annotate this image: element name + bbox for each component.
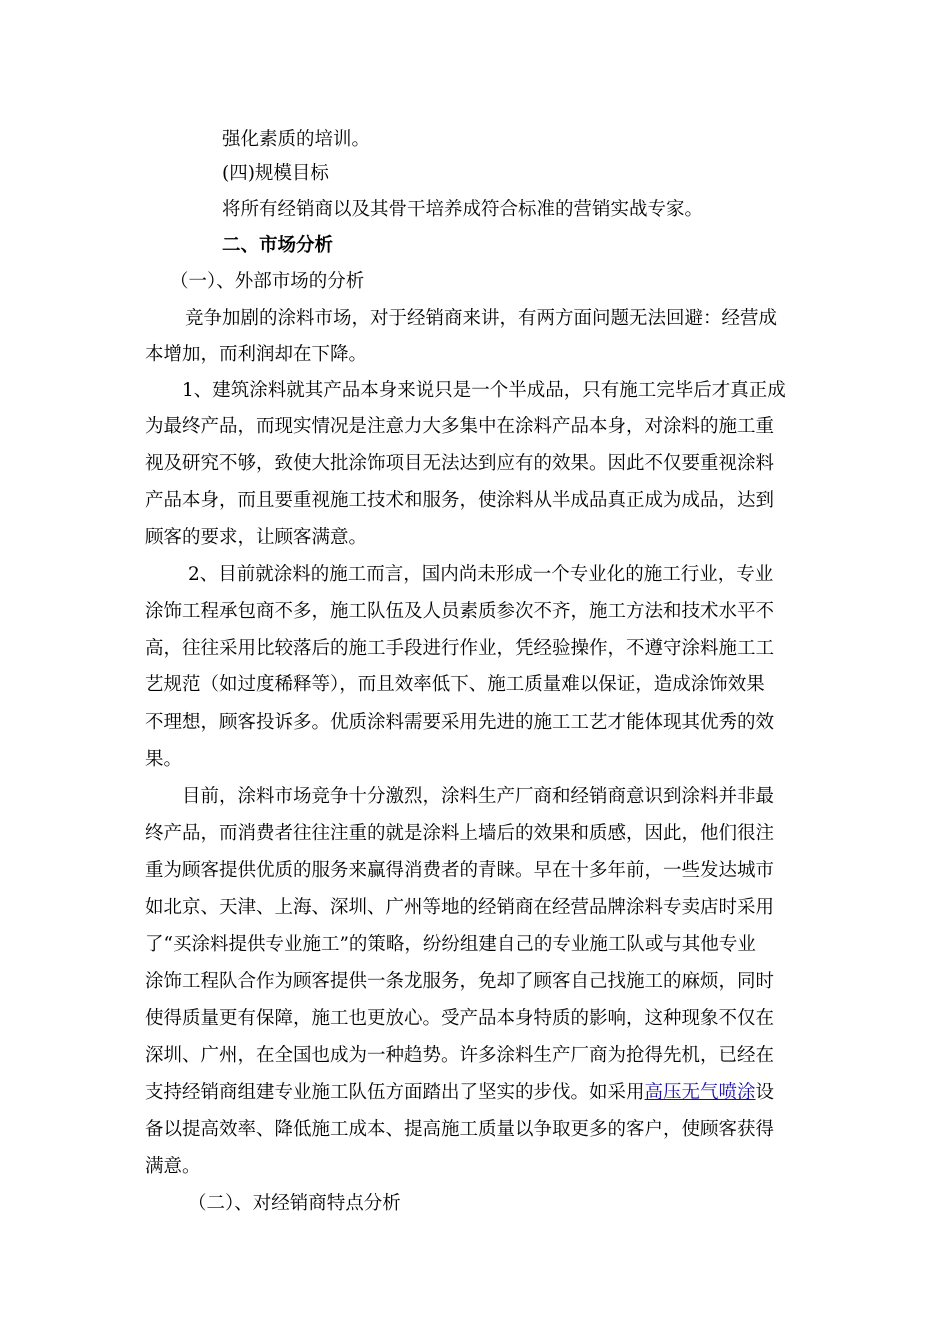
paragraph-line: 重为顾客提供优质的服务来赢得消费者的青睐。早在十多年前，一些发达城市: [145, 860, 775, 881]
paragraph-line: 视及研究不够，致使大批涂饰项目无法达到应有的效果。因此不仅要重视涂料: [145, 453, 775, 474]
paragraph-line: 果。: [145, 749, 183, 770]
paragraph-line: 顾客的要求，让顾客满意。: [145, 527, 368, 548]
text-after-link: 设: [755, 1082, 775, 1103]
text-line: 强化素质的培训。: [222, 129, 371, 150]
section-heading-scale-goal: (四)规模目标: [222, 163, 329, 184]
paragraph-line: 终产品，而消费者往往注重的就是涂料上墙后的效果和质感，因此，他们很注: [145, 823, 775, 844]
text-before-link: 支持经销商组建专业施工队伍方面踏出了坚实的步伐。如采用: [145, 1082, 645, 1103]
paragraph-line: 如北京、天津、上海、深圳、广州等地的经销商在经营品牌涂料专卖店时采用: [145, 897, 775, 918]
paragraph-line: 为最终产品，而现实情况是注意力大多集中在涂料产品本身，对涂料的施工重: [145, 416, 775, 437]
paragraph-line: 涂饰工程承包商不多，施工队伍及人员素质参次不齐，施工方法和技术水平不: [145, 601, 775, 622]
paragraph-line: 使得质量更有保障，施工也更放心。受产品本身特质的影响，这种现象不仅在: [145, 1008, 775, 1029]
subsection-heading-external-market: （一）、外部市场的分析: [170, 271, 365, 292]
paragraph-line: 了“买涂料提供专业施工”的策略，纷纷组建自己的专业施工队或与其他专业: [145, 934, 756, 955]
section-heading-market-analysis: 二、市场分析: [222, 235, 334, 256]
paragraph-line: 2、目前就涂料的施工而言，国内尚未形成一个专业化的施工行业，专业: [188, 564, 774, 585]
paragraph-line: 高，往往采用比较落后的施工手段进行作业，凭经验操作，不遵守涂料施工工: [145, 638, 775, 659]
paragraph-line: 艺规范（如过度稀释等），而且效率低下、施工质量难以保证，造成涂饰效果: [145, 674, 765, 695]
paragraph-line: 1、建筑涂料就其产品本身来说只是一个半成品，只有施工完毕后才真正成: [182, 380, 786, 401]
paragraph-line: 满意。: [145, 1156, 201, 1177]
paragraph-line: 备以提高效率、降低施工成本、提高施工质量以争取更多的客户，使顾客获得: [145, 1119, 775, 1140]
paragraph-line: 竞争加剧的涂料市场，对于经销商来讲，有两方面问题无法回避：经营成: [185, 308, 778, 329]
text-line: 将所有经销商以及其骨干培养成符合标准的营销实战专家。: [222, 199, 704, 220]
paragraph-line: 本增加，而利润却在下降。: [145, 344, 368, 365]
airless-spray-link[interactable]: 高压无气喷涂: [644, 1082, 756, 1103]
paragraph-line: 涂饰工程队合作为顾客提供一条龙服务，免却了顾客自己找施工的麻烦，同时: [145, 971, 775, 992]
paragraph-line: 不理想，顾客投诉多。优质涂料需要采用先进的施工工艺才能体现其优秀的效: [145, 712, 775, 733]
paragraph-line-with-link: [145, 1081, 774, 1105]
paragraph-line: 产品本身，而且要重视施工技术和服务，使涂料从半成品真正成为成品，达到: [145, 490, 775, 511]
paragraph-line: 目前，涂料市场竞争十分激烈，涂料生产厂商和经销商意识到涂料并非最: [182, 786, 775, 807]
subsection-heading-dealer-analysis: （二）、对经销商特点分析: [188, 1193, 401, 1214]
paragraph-line: 深圳、广州，在全国也成为一种趋势。许多涂料生产厂商为抢得先机，已经在: [145, 1045, 775, 1066]
